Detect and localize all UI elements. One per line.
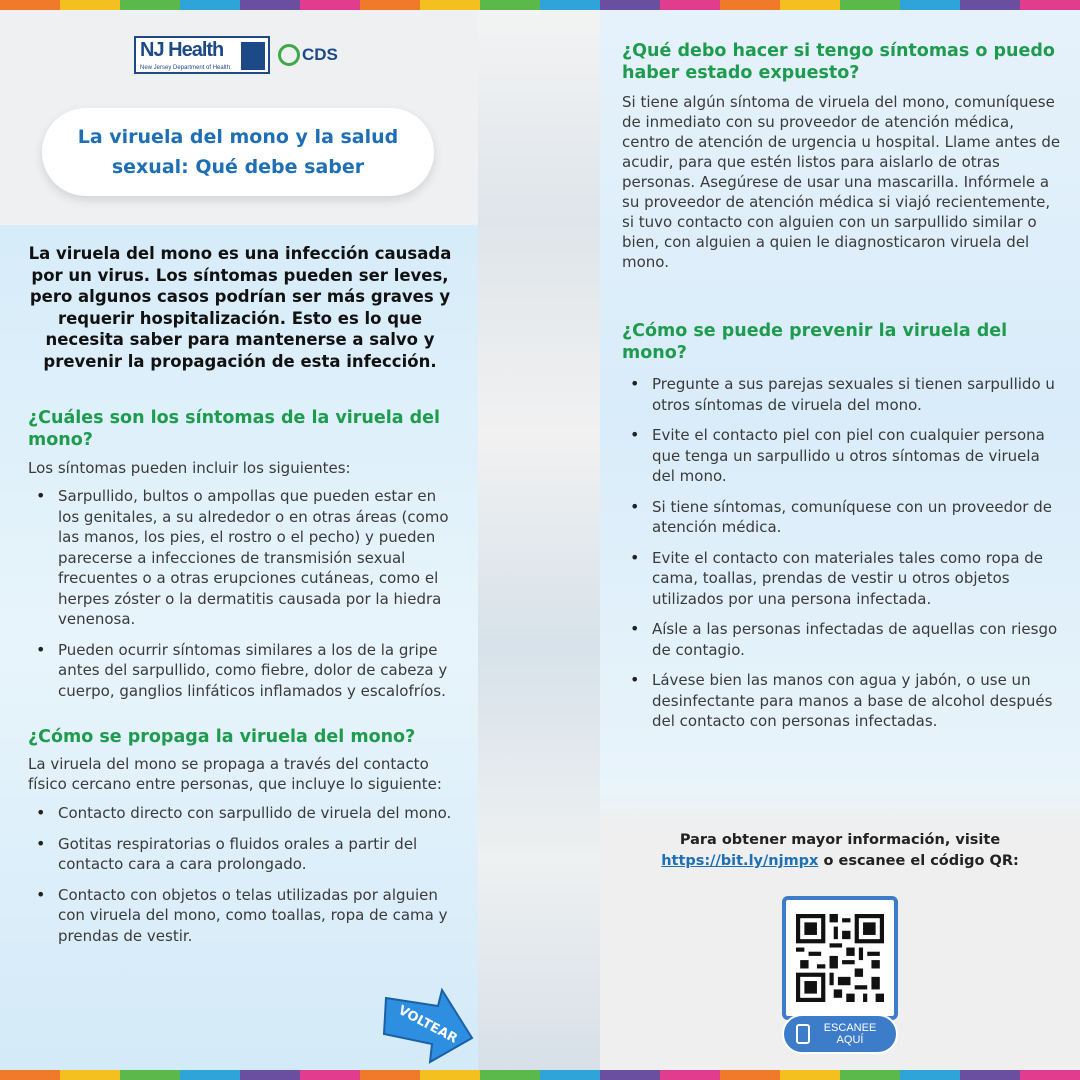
- title-banner: [42, 108, 434, 196]
- rainbow-stripe-top: [0, 0, 1080, 10]
- more-info-link[interactable]: https://bit.ly/njmpx: [661, 853, 819, 869]
- prevent-section: [622, 320, 1062, 742]
- exposed-heading: ¿Qué debo hacer si tengo síntomas o puedo haber estado expuesto?: [622, 41, 1055, 83]
- symptoms-heading: ¿Cuáles son los síntomas de la viruela del mono?: [28, 408, 441, 450]
- symptoms-intro: Los síntomas pueden incluir los siguientes:: [28, 459, 351, 477]
- spread-list: [28, 803, 458, 946]
- list-item: • Pueden ocurrir síntomas similares a los de la gripe antes del sarpullido, como fiebre, dolor de cabeza y cuerpo, ganglios linfáticos inflamados y escalofríos.: [28, 640, 458, 702]
- exposed-body: Si tiene algún síntoma de viruela del mono, comuníquese de inmediato con su proveedor de atención médica, centro de atención de urgencia u hospital. Llame antes de acudir, para que estén listos para aislarlo de otras personas. Asegúrese de usar una mascarilla. Infórmele a su proveedor de atención médica si viajó recientemente, si tuvo contacto con alguien con un sarpullido similar o bien, con alguien a quien le diagnosticaron viruela del mono.: [622, 93, 1061, 271]
- prevent-list: [622, 374, 1062, 732]
- rainbow-stripe-bottom: [0, 1070, 1080, 1080]
- phone-icon: [796, 1024, 810, 1044]
- list-item: • Sarpullido, bultos o ampollas que pueden estar en los genitales, a su alrededor o en otras áreas (como las manos, los pies, el rostro o el pecho) y pueden parecerse a infecciones de transmisión sexual frecuentes o a otras erupciones cutáneas, como el herpes zóster o la dermatitis causada por la hiedra venenosa.: [28, 486, 458, 630]
- more-info-suffix: o escanee el código QR:: [818, 853, 1019, 869]
- cds-logo: [278, 44, 338, 66]
- intro-paragraph: La viruela del mono es una infección causada por un virus. Los síntomas pueden ser leves, pero algunos casos podrían ser más graves y requerir hospitalización. Esto es lo que necesita saber para mantenerse a salvo y prevenir la propagación de esta infección.: [28, 244, 452, 371]
- more-info-line2: [600, 851, 1080, 872]
- list-item: • Lávese bien las manos con agua y jabón, o use un desinfectante para manos a base de alcohol después del contacto con personas infectadas.: [622, 670, 1062, 732]
- qr-code-card[interactable]: [782, 896, 898, 1020]
- right-panel: [600, 10, 1080, 1070]
- nj-health-subtitle: New Jersey Department of Health: [140, 65, 231, 71]
- spread-heading: ¿Cómo se propaga la viruela del mono?: [28, 727, 416, 747]
- voltear-arrow-icon[interactable]: [380, 976, 476, 1066]
- page-title: La viruela del mono y la salud sexual: Qué debe saber: [77, 126, 399, 178]
- symptoms-section: [28, 407, 458, 711]
- scan-here-label: ESCANEE AQUÍ: [823, 1022, 877, 1046]
- list-item: • Evite el contacto piel con piel con cualquier persona que tenga un sarpullido u otros síntomas de viruela del mono.: [622, 425, 1062, 487]
- logo-row: [134, 36, 338, 74]
- list-item: • Contacto con objetos o telas utilizadas por alguien con viruela del mono, como toallas, ropa de cama y prendas de vestir.: [28, 885, 458, 947]
- qr-code-icon: [796, 914, 884, 1002]
- list-item: • Si tiene síntomas, comuníquese con un proveedor de atención médica.: [622, 497, 1062, 538]
- left-panel: [0, 10, 478, 1070]
- prevent-heading: ¿Cómo se puede prevenir la viruela del mono?: [622, 321, 1008, 363]
- nj-health-logo: [134, 36, 270, 74]
- more-info: [600, 830, 1080, 872]
- more-info-line1: Para obtener mayor información, visite: [679, 832, 1001, 848]
- list-item: • Gotitas respiratorias o fluidos orales a partir del contacto cara a cara prolongado.: [28, 834, 458, 875]
- fold-panel: [478, 10, 600, 1070]
- list-item: • Pregunte a sus parejas sexuales si tienen sarpullido u otros síntomas de viruela del mono.: [622, 374, 1062, 415]
- spread-intro: La viruela del mono se propaga a través del contacto físico cercano entre personas, que incluye lo siguiente:: [28, 755, 442, 793]
- nj-seal-icon: [241, 42, 265, 70]
- cds-wordmark: CDS: [302, 45, 338, 64]
- list-item: • Evite el contacto con materiales tales como ropa de cama, toallas, prendas de vestir u otros objetos utilizados por una persona infectada.: [622, 548, 1062, 610]
- voltear-label: VOLTEAR: [395, 1003, 460, 1047]
- scan-here-button[interactable]: [782, 1014, 898, 1054]
- symptoms-list: [28, 486, 458, 701]
- list-item: • Contacto directo con sarpullido de viruela del mono.: [28, 803, 458, 824]
- nj-health-wordmark: NJ Health: [140, 39, 224, 61]
- exposed-section: [622, 40, 1062, 272]
- magnifier-icon: [278, 44, 300, 66]
- spread-section: [28, 726, 458, 956]
- list-item: • Aísle a las personas infectadas de aquellas con riesgo de contagio.: [622, 619, 1062, 660]
